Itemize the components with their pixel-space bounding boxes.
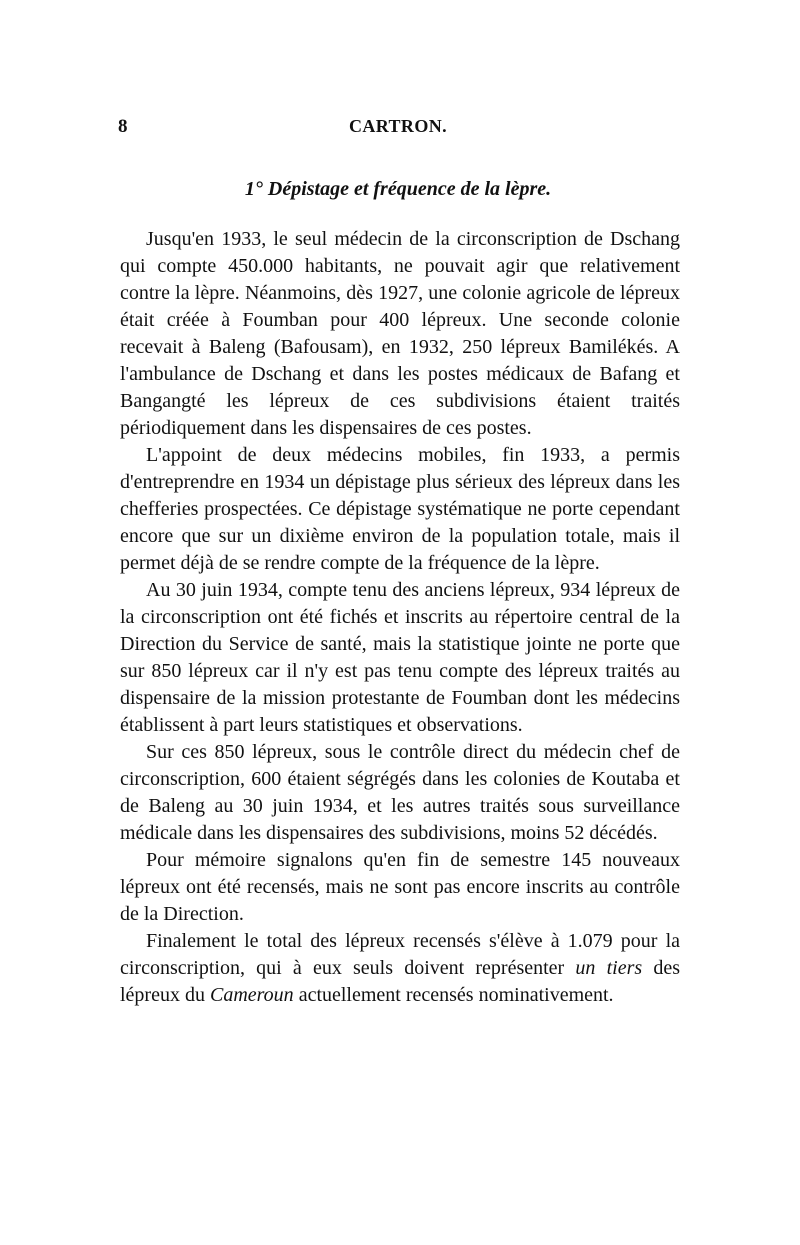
paragraph-1: Jusqu'en 1933, le seul médecin de la circonscription de Dschang qui compte 450.000 habitants, ne pouvait agir que relativement contre la lèpre. Néanmoins, dès 1927, une colonie agricole de lépreux était créée à Foumban pour 400 lépreux. Une seconde colonie recevait à Baleng (Bafousam), en 1932, 250 lépreux Bamilékés. A l'ambulance de Dschang et dans les postes médicaux de Bafang et Bangangté les lépreux de ces subdivisions étaient traités périodiquement dans les dispensaires de ces postes.: [120, 228, 680, 439]
running-head: [118, 116, 678, 146]
paragraph-6-text-c: actuellement recensés nominativement.: [293, 984, 614, 1006]
paragraph-6-text-b: des lépreux du: [120, 957, 680, 1006]
paragraph-6-text-a: Finalement le total des lépreux recensés s'élève à 1.079 pour la circonscription, qui à eux seuls doivent représenter: [120, 930, 680, 979]
paragraph-5: Pour mémoire signalons qu'en fin de semestre 145 nouveaux lépreux ont été recensés, mais ne sont pas encore inscrits au contrôle de la Direction.: [120, 849, 680, 925]
paragraph-4: Sur ces 850 lépreux, sous le contrôle direct du médecin chef de circonscription, 600 étaient ségrégés dans les colonies de Koutaba et de Baleng au 30 juin 1934, et les autres traités sous surveillance médicale dans les dispensaires des subdivisions, moins 52 décédés.: [120, 741, 680, 844]
paragraph-6-italic-b: Cameroun: [209, 984, 294, 1006]
section-heading: 1° Dépistage et fréquence de la lèpre.: [244, 178, 552, 200]
running-head-author: CARTRON.: [348, 116, 448, 136]
paragraph-6: [120, 928, 680, 1009]
paragraph-2: L'appoint de deux médecins mobiles, fin 1933, a permis d'entreprendre en 1934 un dépistage plus sérieux des lépreux dans les chefferies prospectées. Ce dépistage systématique ne porte cependant encore que sur un dixième environ de la population totale, mais il permet déjà de se rendre compte de la fréquence de la lèpre.: [120, 444, 680, 574]
paragraph-3: Au 30 juin 1934, compte tenu des anciens lépreux, 934 lépreux de la circonscription ont été fichés et inscrits au répertoire central de la Direction du Service de santé, mais la statistique jointe ne porte que sur 850 lépreux car il n'y est pas tenu compte des lépreux traités au dispensaire de la mission protestante de Foumban dont les médecins établissent à part leurs statistiques et observations.: [120, 579, 680, 736]
body-text: [120, 226, 680, 1009]
page-number: 8: [118, 116, 128, 137]
paragraph-6-italic-a: un tiers: [575, 957, 643, 979]
